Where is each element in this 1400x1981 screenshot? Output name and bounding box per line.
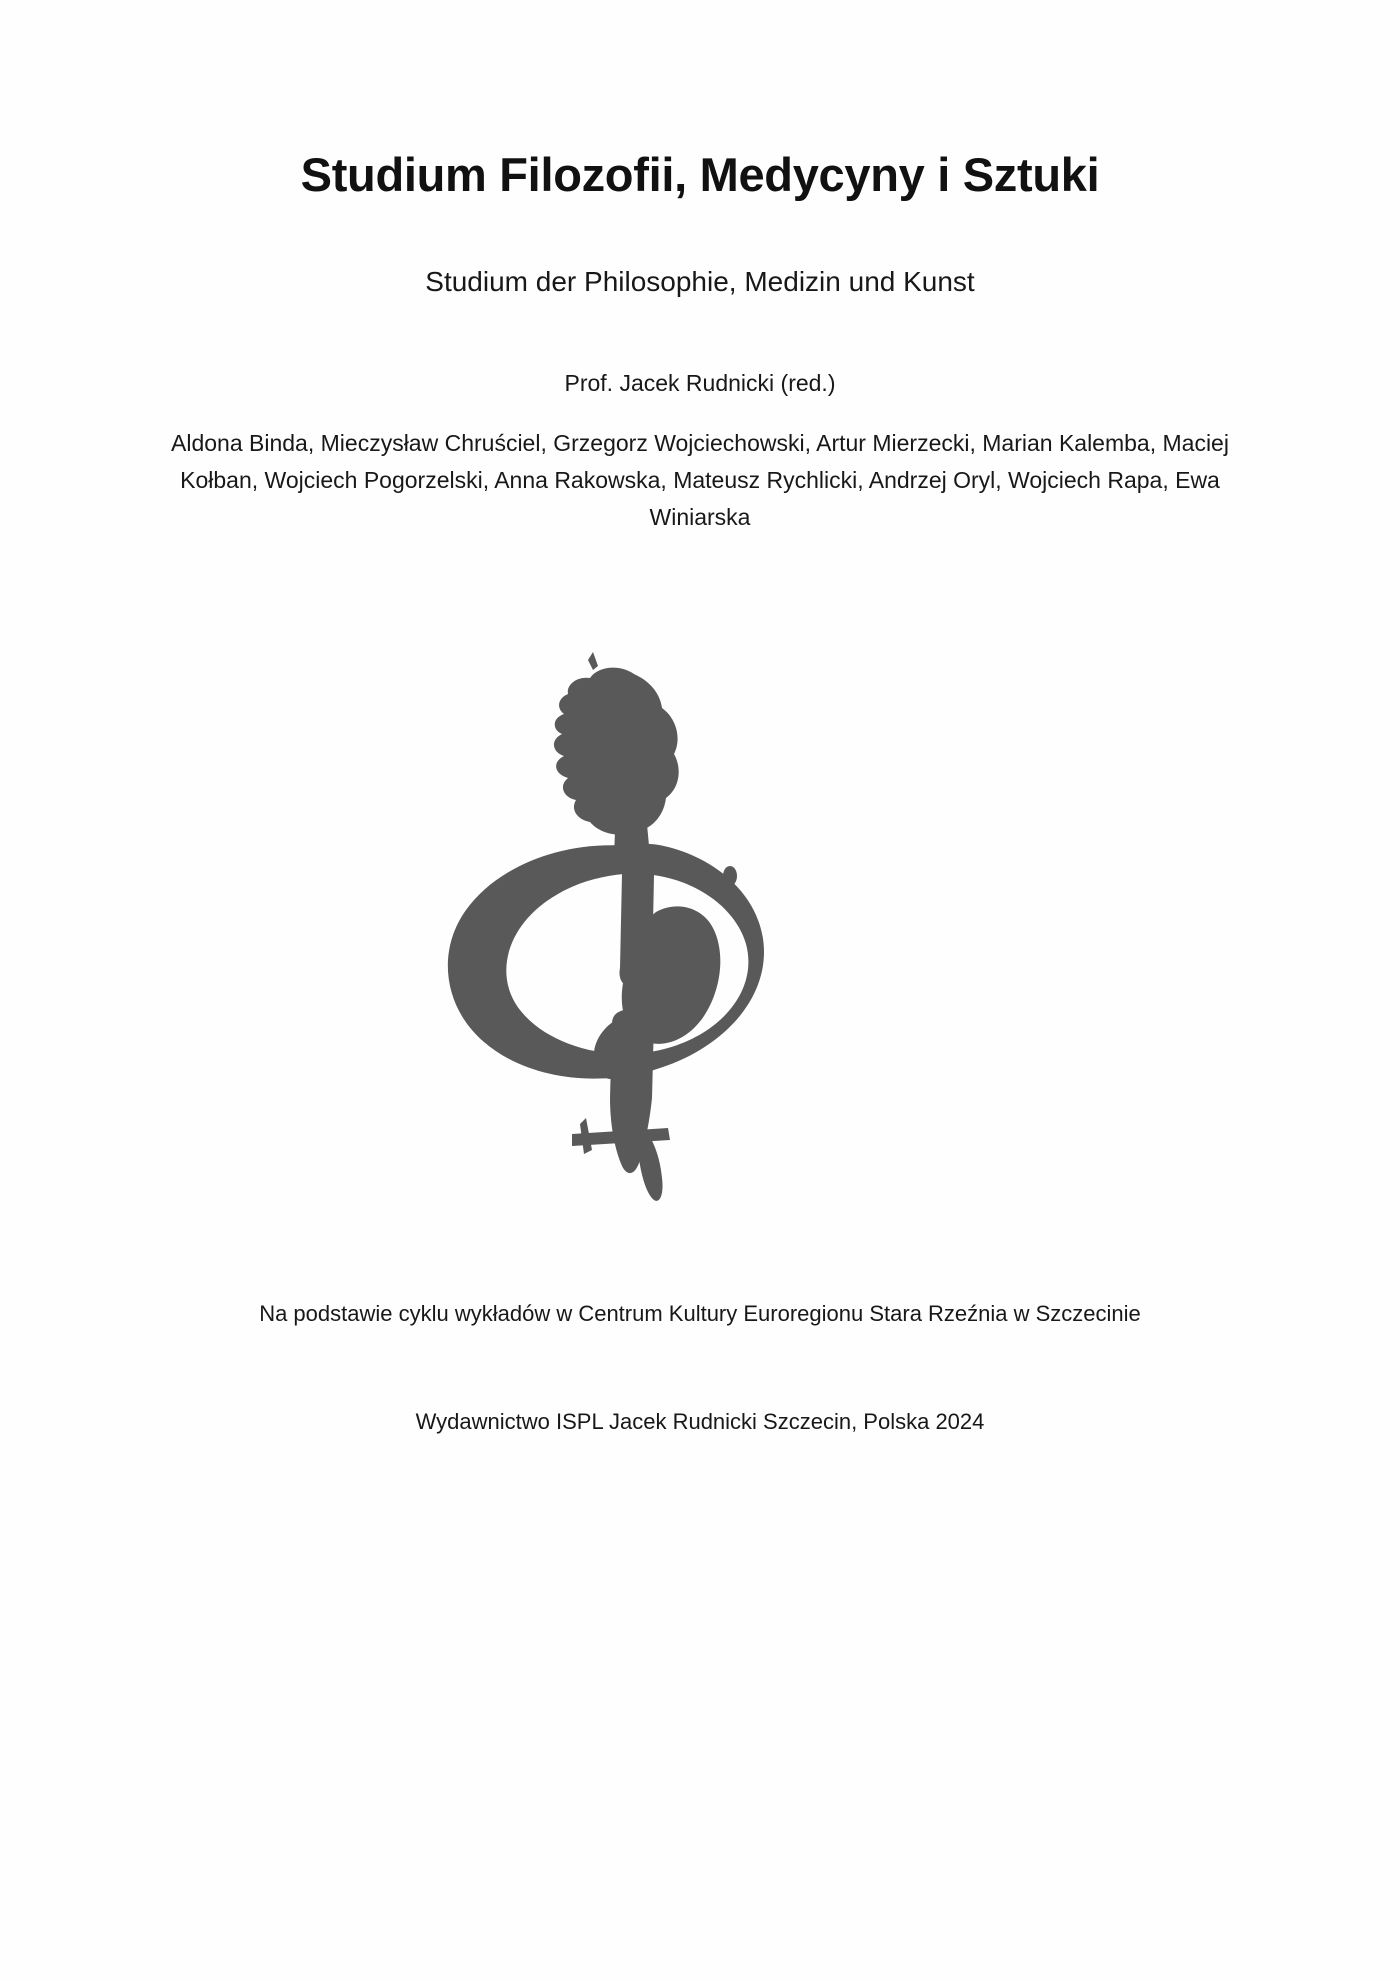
page-subtitle: Studium der Philosophie, Medizin und Kunst	[425, 265, 975, 297]
publisher-line: Wydawnictwo ISPL Jacek Rudnicki Szczecin, Polska 2024	[415, 1409, 985, 1435]
author-list: Aldona Binda, Mieczysław Chruściel, Grzegorz Wojciechowski, Artur Mierzecki, Marian Kalemba, Maciej Kołban, Wojciech Pogorzelski, Anna Rakowska, Mateusz Rychlicki, Andrzej Oryl, Wojciech Rapa, Ewa Winiarska	[171, 429, 1229, 531]
cover-illustration	[420, 632, 980, 1212]
editor-line: Prof. Jacek Rudnicki (red.)	[564, 369, 836, 396]
lecture-series-note: Na podstawie cyklu wykładów w Centrum Kultury Euroregionu Stara Rzeźnia w Szczecinie	[259, 1301, 1141, 1327]
page-title: Studium Filozofii, Medycyny i Sztuki	[300, 148, 1100, 201]
